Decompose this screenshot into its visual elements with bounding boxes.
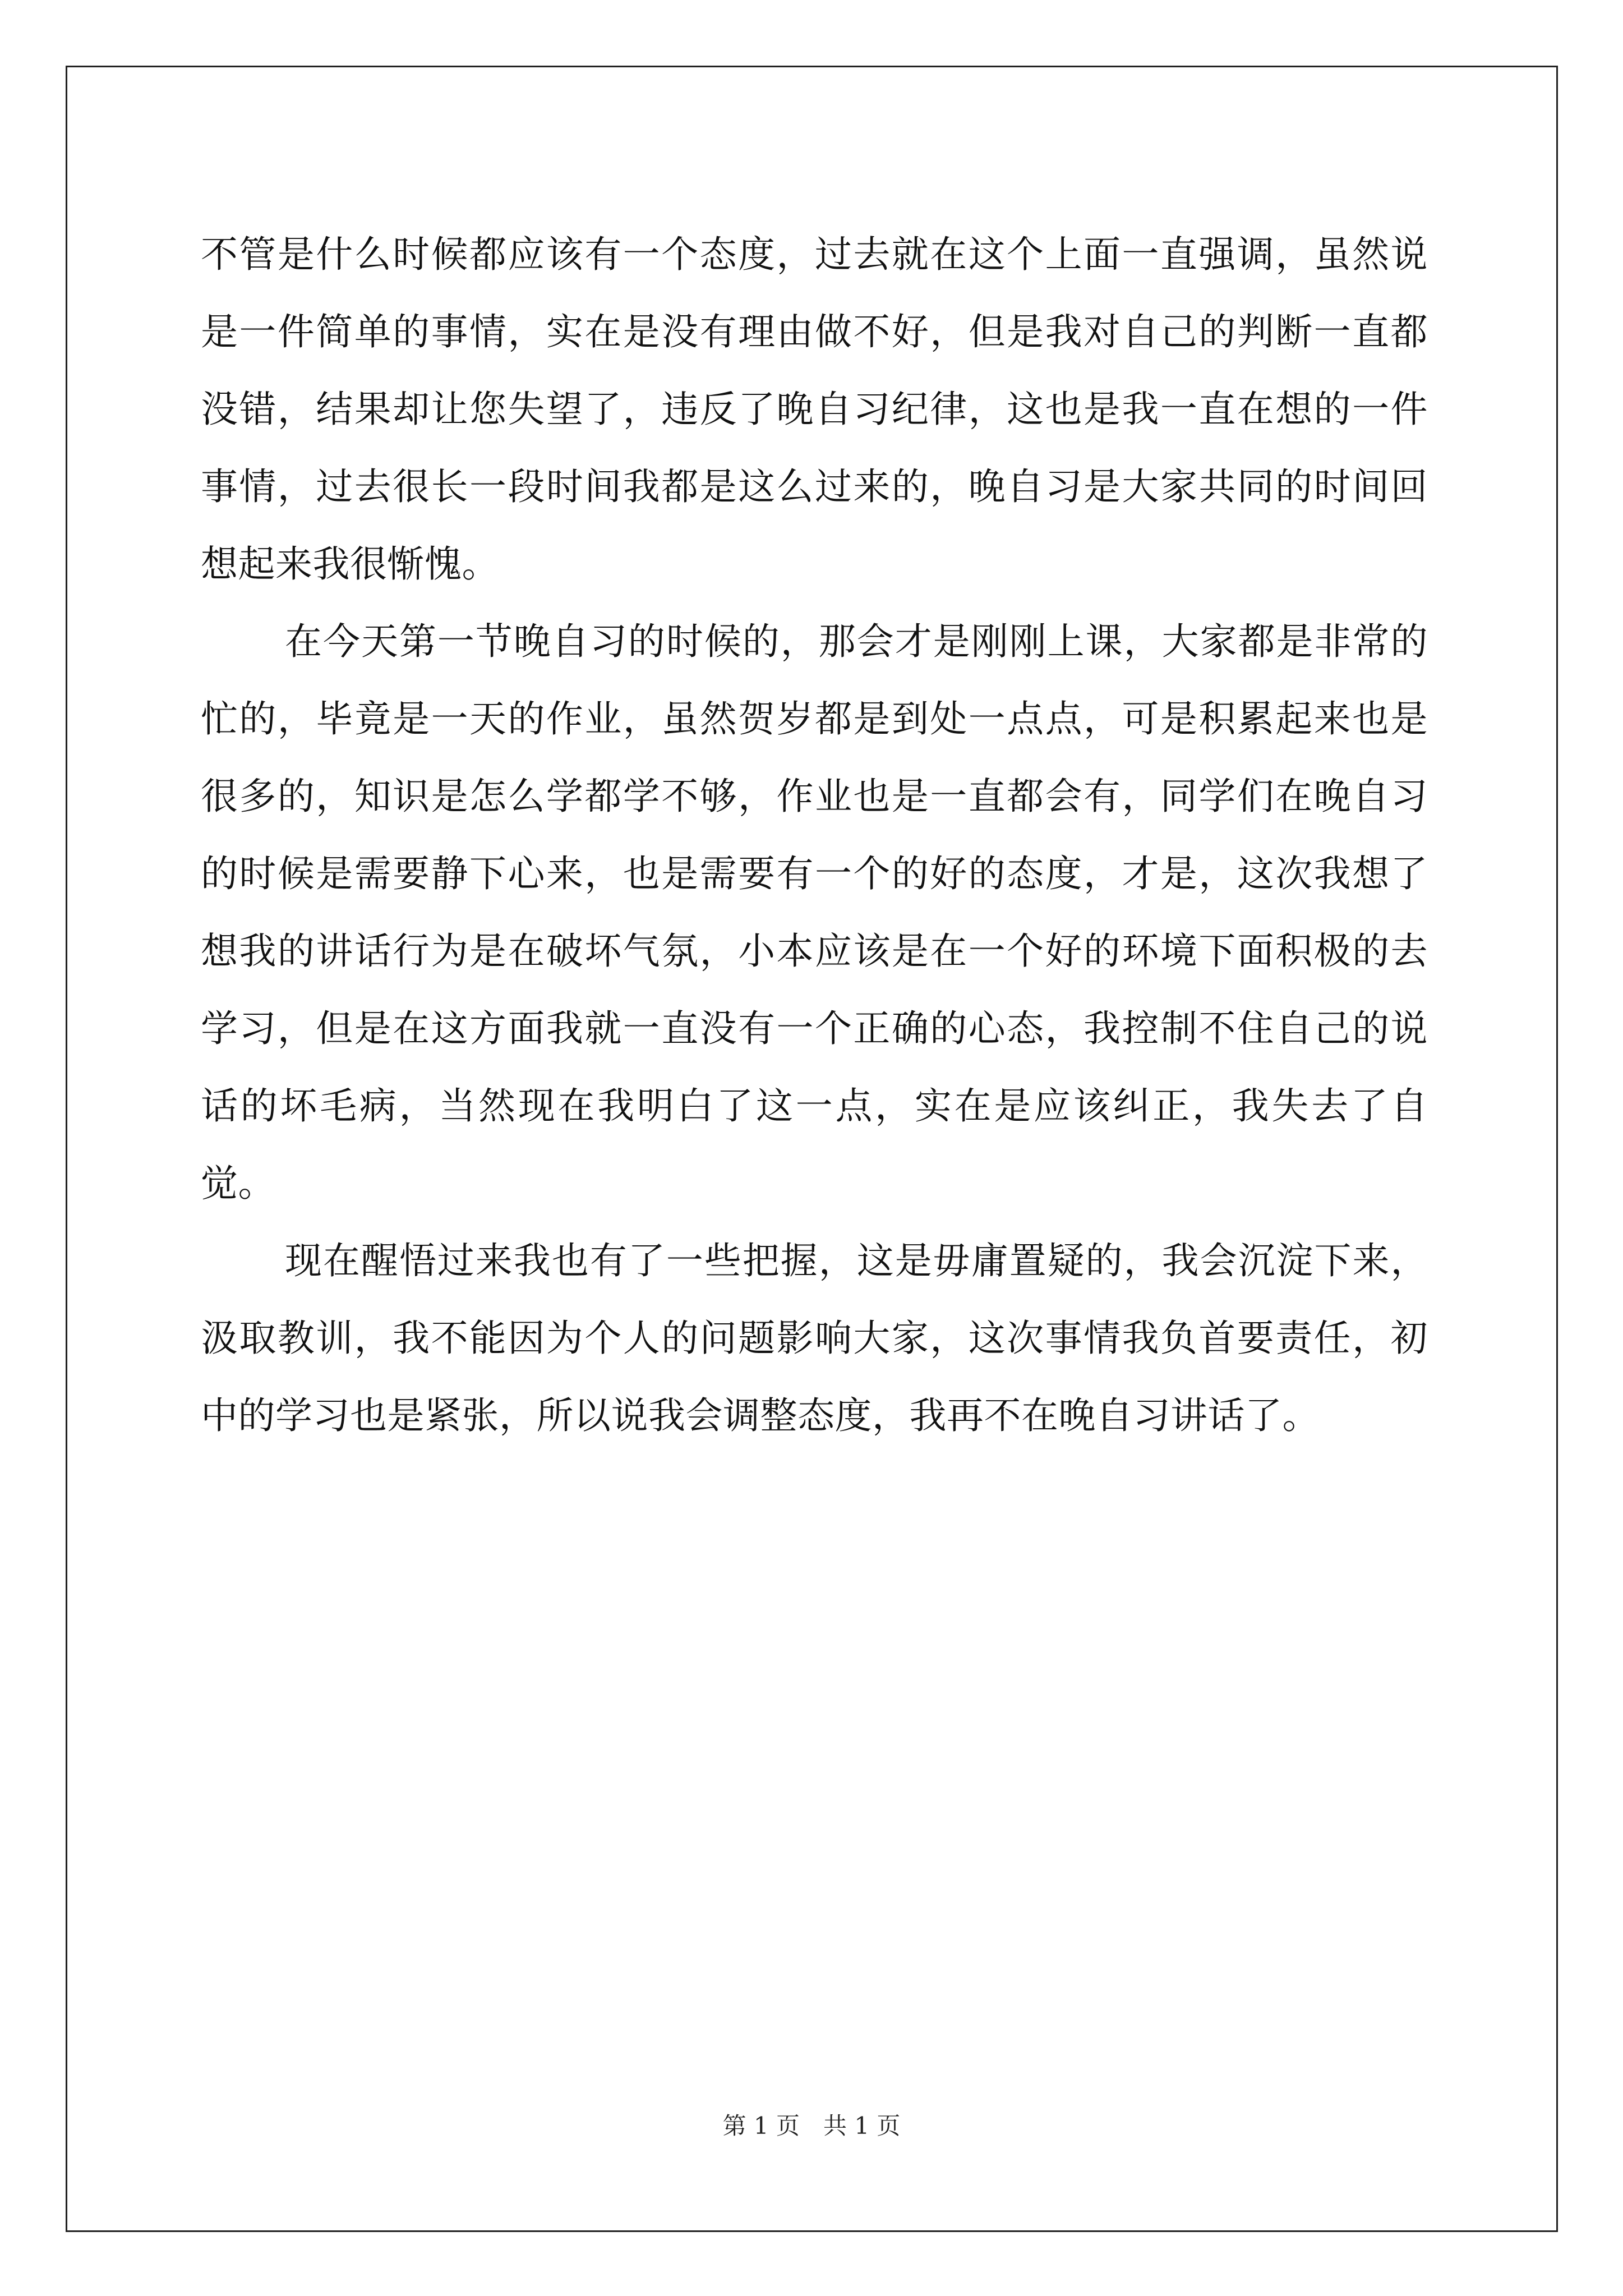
paragraph-2: 在今天第一节晚自习的时候的，那会才是刚刚上课，大家都是非常的忙的，毕竟是一天的作业，虽然贺岁都是到处一点点，可是积累起来也是很多的，知识是怎么学都学不够，作业也是一直都会有，同学们在晚自习的时候是需要静下心来，也是需要有一个的好的态度，才是，这次我想了想我的讲话行为是在破坏气氛，小本应该是在一个好的环境下面积极的去学习，但是在这方面我就一直没有一个正确的心态，我控制不住自己的说话的坏毛病，当然现在我明白了这一点，实在是应该纠正，我失去了自觉。 bbox=[201, 620, 1428, 1205]
paragraph-1: 不管是什么时候都应该有一个态度，过去就在这个上面一直强调，虽然说是一件简单的事情，实在是没有理由做不好，但是我对自己的判断一直都没错，结果却让您失望了，违反了晚自习纪律，这也是我一直在想的一件事情，过去很长一段时间我都是这么过来的，晚自习是大家共同的时间回想起来我很惭愧。 bbox=[201, 233, 1428, 586]
paragraph-3: 现在醒悟过来我也有了一些把握，这是毋庸置疑的，我会沉淀下来，汲取教训，我不能因为个人的问题影响大家，这次事情我负首要责任，初中的学习也是紧张，所以说我会调整态度，我再不在晚自习讲话了。 bbox=[201, 1239, 1428, 1437]
document-body bbox=[201, 216, 1428, 1455]
page-number-footer: 第 1 页 共 1 页 bbox=[722, 2112, 901, 2139]
